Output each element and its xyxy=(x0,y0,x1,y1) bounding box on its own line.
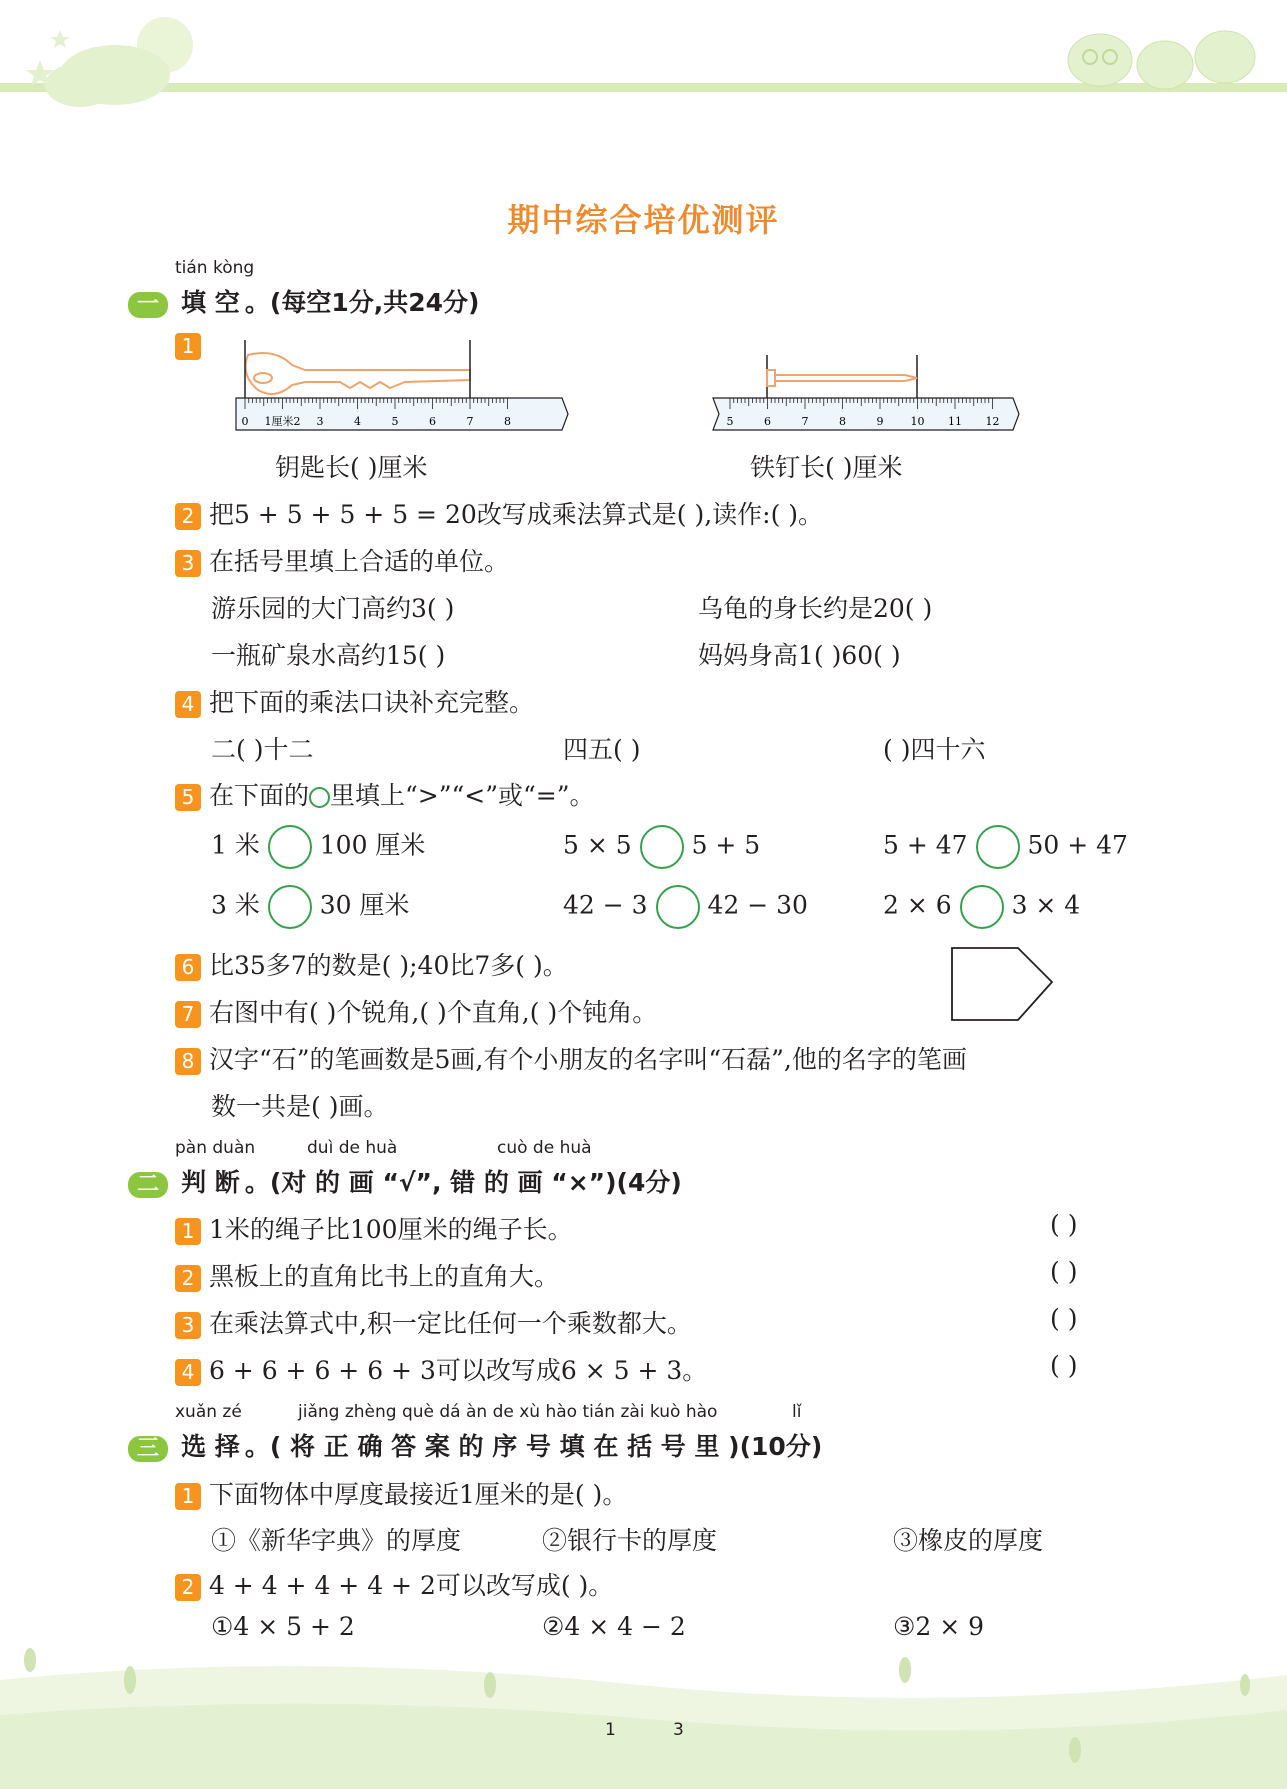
question-text: 把5 + 5 + 5 + 5 = 20改写成乘法算式是( ),读作:( )。 xyxy=(208,500,824,529)
question-7 xyxy=(175,993,657,1029)
ruler-tick-label: 8 xyxy=(504,415,511,428)
compare-item xyxy=(211,885,410,929)
judge-item xyxy=(175,1351,707,1387)
ruler-tick-label: 3 xyxy=(316,415,324,428)
question-text: 在括号里填上合适的单位。 xyxy=(208,547,509,576)
compare-circle[interactable] xyxy=(976,825,1020,869)
compare-right: 100 厘米 xyxy=(319,830,426,860)
answer-parenthesis[interactable]: ( ) xyxy=(1050,1304,1078,1333)
choice-option: ③橡皮的厚度 xyxy=(893,1526,1044,1555)
section3-note: 。( 将 正 确 答 案 的 序 号 填 在 括 号 里 )(10分) xyxy=(244,1432,823,1461)
ruler-tick-label: 11 xyxy=(948,415,962,428)
section1-pinyin: tián kòng xyxy=(175,258,255,278)
question-text: 在下面的 xyxy=(208,781,309,810)
ruler-tick-label: 6 xyxy=(429,415,436,428)
compare-right: 5 + 5 xyxy=(691,830,761,860)
question-text: 在乘法算式中,积一定比任何一个乘数都大。 xyxy=(208,1309,692,1338)
ruler-tick-label: 10 xyxy=(910,415,925,428)
section1-note: 。(每空1分,共24分) xyxy=(244,288,480,317)
key-drawing xyxy=(246,353,470,394)
choice-option: ①4 × 5 + 2 xyxy=(211,1612,355,1641)
question-text: 汉字“石”的笔画数是5画,有个小朋友的名字叫“石磊”,他的名字的笔画 xyxy=(208,1045,967,1074)
compare-item xyxy=(883,825,1128,869)
unit-item: 乌龟的身长约是20( ) xyxy=(698,594,933,623)
compare-left: 5 + 47 xyxy=(883,830,968,860)
sun-cloud-decoration xyxy=(20,5,210,115)
question-number: 6 xyxy=(175,954,201,981)
page-title: 期中综合培优测评 xyxy=(507,201,780,239)
compare-left: 42 − 3 xyxy=(563,890,648,920)
answer-parenthesis[interactable]: ( ) xyxy=(1050,1257,1078,1286)
section1-header xyxy=(128,283,479,319)
section3-pinyin: lǐ xyxy=(792,1402,802,1422)
compare-item xyxy=(563,825,760,869)
section3-header xyxy=(128,1427,822,1463)
compare-right: 30 厘米 xyxy=(319,890,410,920)
key-length-label: 钥匙长( )厘米 xyxy=(275,453,428,482)
ruler-tick-label: 5 xyxy=(391,415,399,428)
compare-item xyxy=(211,825,425,869)
animal-friends-decoration xyxy=(1060,15,1260,95)
compare-item xyxy=(563,885,808,929)
section2-pinyin: pàn duàn xyxy=(175,1138,256,1158)
question-number: 1 xyxy=(175,1483,201,1510)
question-text: 里填上“>”“<”或“=”。 xyxy=(329,781,595,810)
question-5 xyxy=(175,776,595,812)
answer-parenthesis[interactable]: ( ) xyxy=(1050,1351,1078,1380)
question-4 xyxy=(175,683,534,719)
section2-header xyxy=(128,1163,682,1199)
compare-left: 1 米 xyxy=(211,830,260,860)
question-text: 把下面的乘法口诀补充完整。 xyxy=(208,688,534,717)
judge-item xyxy=(175,1257,559,1293)
circle-icon xyxy=(309,787,330,808)
section3-badge: 三 xyxy=(128,1436,168,1462)
compare-circle[interactable] xyxy=(640,825,684,869)
question-text: 4 + 4 + 4 + 4 + 2可以改写成( )。 xyxy=(208,1571,614,1600)
compare-item xyxy=(883,885,1080,929)
nail-length-label: 铁钉长( )厘米 xyxy=(750,453,903,482)
section3-pinyin: xuǎn zé xyxy=(175,1402,242,1422)
judge-item xyxy=(175,1210,573,1246)
question-number: 3 xyxy=(175,550,201,577)
question-number: 2 xyxy=(175,503,201,530)
ruler-tick-label: 4 xyxy=(354,415,361,428)
ruler-tick-label: 0 xyxy=(241,415,249,428)
ruler-tick-label: 5 xyxy=(726,415,734,428)
section2-pinyin: cuò de huà xyxy=(497,1138,592,1158)
compare-left: 5 × 5 xyxy=(563,830,632,860)
section2-pinyin: duì de huà xyxy=(307,1138,398,1158)
question-8 xyxy=(175,1040,967,1076)
answer-parenthesis[interactable]: ( ) xyxy=(1050,1210,1078,1239)
question-number: 3 xyxy=(175,1312,201,1339)
section1-badge: 一 xyxy=(128,292,168,318)
question-text-continued: 数一共是( )画。 xyxy=(211,1092,389,1121)
compare-circle[interactable] xyxy=(960,885,1004,929)
choice-option: ③2 × 9 xyxy=(893,1612,985,1641)
compare-right: 50 + 47 xyxy=(1027,830,1128,860)
section2-title: 判 断 xyxy=(181,1168,240,1197)
ruler-tick-label: 8 xyxy=(839,415,846,428)
compare-right: 42 − 30 xyxy=(707,890,808,920)
ruler-tick-label: 9 xyxy=(876,415,884,428)
choice-option: ①《新华字典》的厚度 xyxy=(211,1526,462,1555)
question-number: 1 xyxy=(175,1218,201,1245)
choice-question xyxy=(175,1475,627,1511)
question-text: 下面物体中厚度最接近1厘米的是( )。 xyxy=(208,1480,628,1509)
question-number: 7 xyxy=(175,1001,201,1028)
key-ruler-figure xyxy=(230,330,580,435)
question-number: 2 xyxy=(175,1574,201,1601)
question-text: 右图中有( )个锐角,( )个直角,( )个钝角。 xyxy=(208,998,658,1027)
choice-question xyxy=(175,1566,613,1602)
question-number: 5 xyxy=(175,784,201,811)
question-text: 1米的绳子比100厘米的绳子长。 xyxy=(208,1215,573,1244)
pentagon-figure xyxy=(950,945,1060,1025)
multiplication-rhyme: 四五( ) xyxy=(563,735,641,764)
nail-drawing xyxy=(767,370,917,386)
question-6 xyxy=(175,946,568,982)
nail-ruler-figure xyxy=(705,350,1025,435)
page-number-right: 3 xyxy=(673,1720,684,1740)
question-text: 比35多7的数是( );40比7多( )。 xyxy=(208,951,568,980)
ruler-tick-label: 6 xyxy=(764,415,771,428)
judge-item xyxy=(175,1304,692,1340)
question-number: 2 xyxy=(175,1265,201,1292)
question-text: 6 + 6 + 6 + 6 + 3可以改写成6 × 5 + 3。 xyxy=(208,1356,708,1385)
unit-item: 一瓶矿泉水高约15( ) xyxy=(211,641,446,670)
grass-landscape-decoration xyxy=(0,1640,1287,1789)
compare-left: 2 × 6 xyxy=(883,890,952,920)
compare-left: 3 米 xyxy=(211,890,260,920)
ruler-tick-label: 1厘米2 xyxy=(264,415,301,428)
section3-title: 选 择 xyxy=(181,1432,240,1461)
choice-option: ②银行卡的厚度 xyxy=(542,1526,718,1555)
ruler-tick-label: 7 xyxy=(801,415,809,428)
choice-option: ②4 × 4 − 2 xyxy=(542,1612,686,1641)
compare-circle[interactable] xyxy=(268,825,312,869)
ruler-tick-label: 12 xyxy=(985,415,1000,428)
unit-item: 游乐园的大门高约3( ) xyxy=(211,594,455,623)
section3-pinyin: jiǎng zhèng què dá àn de xù hào tián zài kuò hào xyxy=(298,1402,718,1422)
question-3 xyxy=(175,542,509,578)
question-text: 黑板上的直角比书上的直角大。 xyxy=(208,1262,559,1291)
compare-circle[interactable] xyxy=(656,885,700,929)
section2-badge: 二 xyxy=(128,1172,168,1198)
question-number: 1 xyxy=(175,333,201,360)
question-2 xyxy=(175,495,823,531)
compare-right: 3 × 4 xyxy=(1011,890,1081,920)
question-number: 4 xyxy=(175,691,201,718)
question-number: 8 xyxy=(175,1048,201,1075)
question-number: 4 xyxy=(175,1359,201,1386)
compare-circle[interactable] xyxy=(268,885,312,929)
section1-title: 填 空 xyxy=(181,288,240,317)
page-number-left: 1 xyxy=(605,1720,616,1740)
multiplication-rhyme: ( )四十六 xyxy=(883,735,986,764)
unit-item: 妈妈身高1( )60( ) xyxy=(698,641,901,670)
multiplication-rhyme: 二( )十二 xyxy=(211,735,314,764)
section2-note: 。(对 的 画 “√”, 错 的 画 “×”)(4分) xyxy=(244,1168,682,1197)
ruler-tick-label: 7 xyxy=(466,415,474,428)
